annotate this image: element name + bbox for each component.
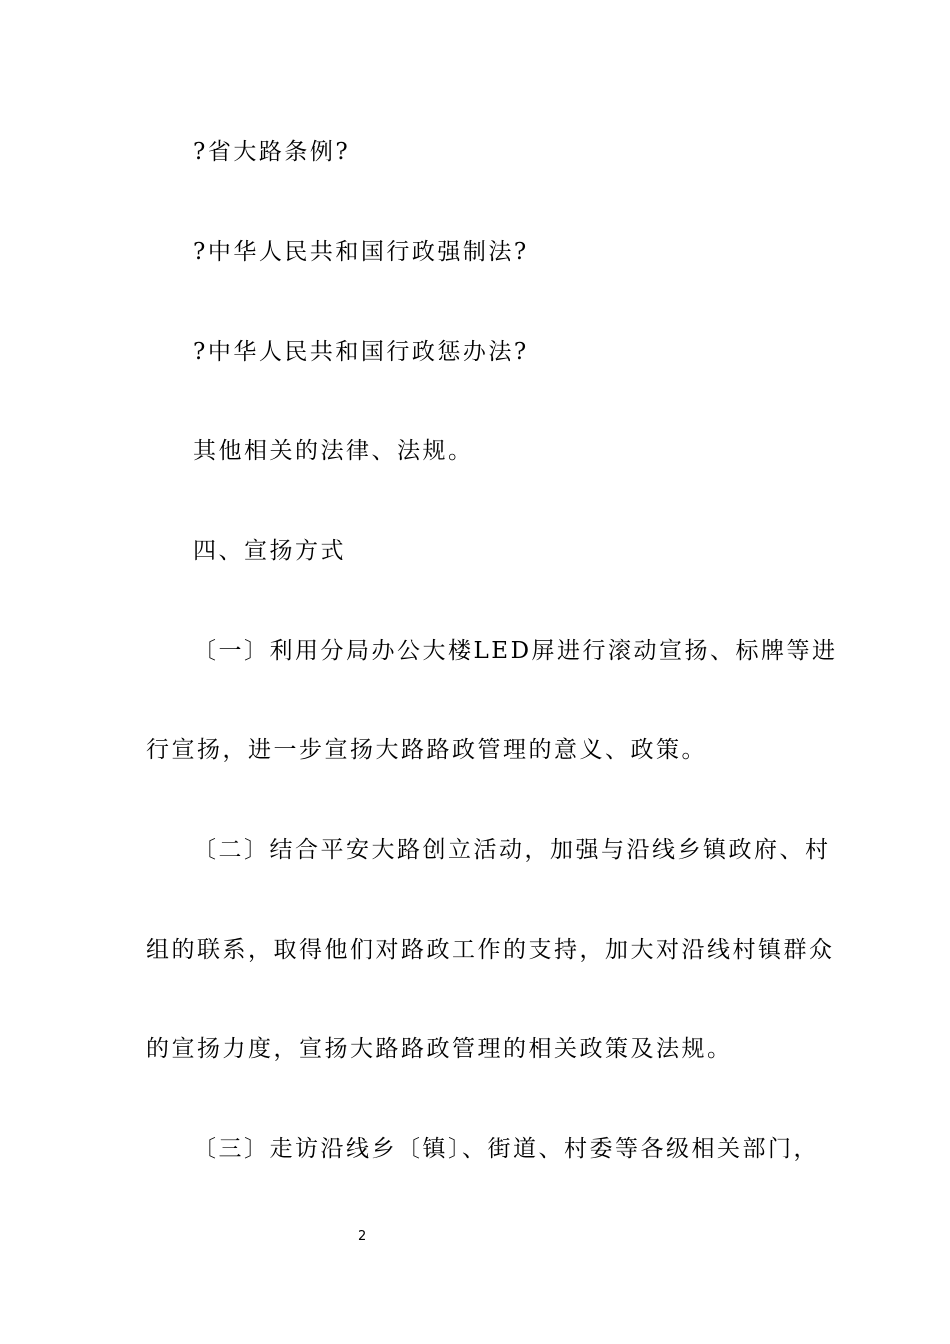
paragraph-1-line-1: 〔一〕利用分局办公大楼LED屏进行滚动宣扬、标牌等进	[193, 638, 838, 664]
page-number: 2	[358, 1229, 367, 1244]
law-title-administrative-penalty: ?中华人民共和国行政惩办法?	[193, 339, 529, 365]
paragraph-3-line-1: 〔三〕走访沿线乡〔镇〕、街道、村委等各级相关部门，	[193, 1136, 819, 1162]
paragraph-1-line-2: 行宣扬，进一步宣扬大路路政管理的意义、政策。	[146, 737, 707, 763]
law-title-administrative-enforcement: ?中华人民共和国行政强制法?	[193, 239, 529, 265]
paragraph-2-line-1: 〔二〕结合平安大路创立活动，加强与沿线乡镇政府、村	[193, 837, 831, 863]
paragraph-2-line-3: 的宣扬力度，宣扬大路路政管理的相关政策及法规。	[146, 1036, 733, 1062]
paragraph-2-line-2: 组的联系，取得他们对路政工作的支持，加大对沿线村镇群众	[146, 937, 835, 963]
section-heading-publicity-methods: 四、宣扬方式	[193, 538, 346, 564]
other-laws-line: 其他相关的法律、法规。	[193, 438, 474, 464]
law-title-provincial-road-regulation: ?省大路条例?	[193, 139, 351, 165]
